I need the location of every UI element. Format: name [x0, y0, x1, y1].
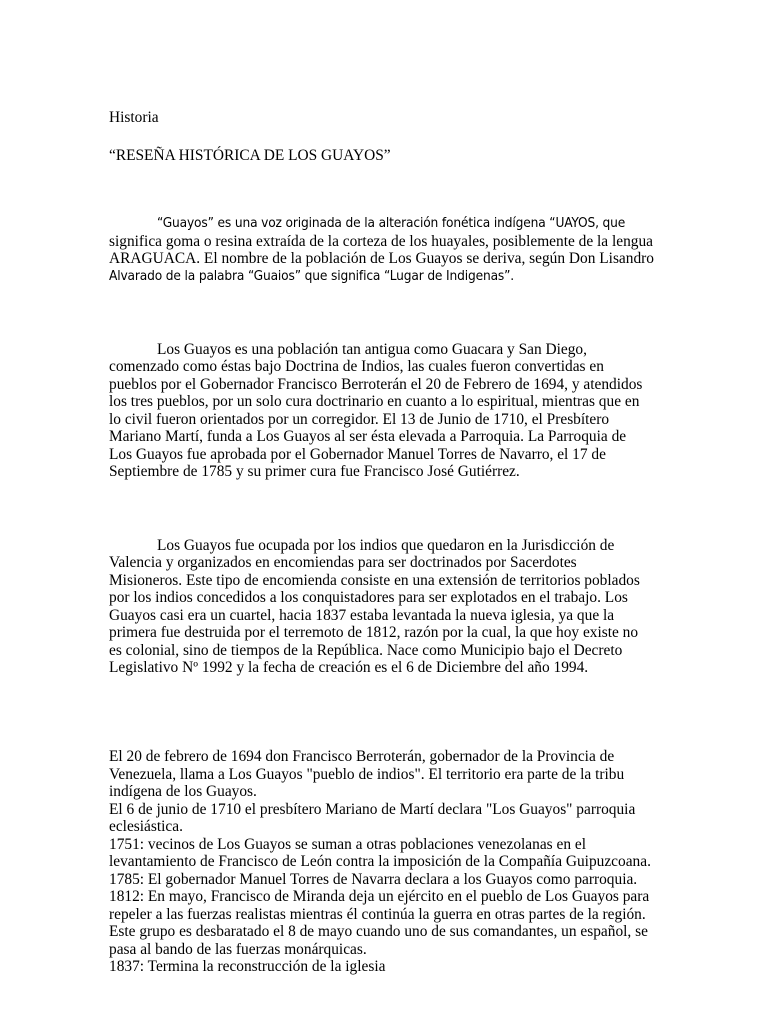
- chronology-line-7: levantamiento de Francisco de León contra la imposición de la Compañía Guipuzcoana.: [109, 853, 651, 870]
- chronology-line-2: Venezuela, llama a Los Guayos "pueblo de indios". El territorio era parte de la tribu: [109, 766, 625, 783]
- paragraph-3-line-2: Valencia y organizados en encomiendas para ser doctrinados por Sacerdotes: [109, 554, 577, 571]
- paragraph-1-line-3: ARAGUACA. El nombre de la población de Los Guayos se deriva, según Don Lisandro: [109, 250, 654, 267]
- chronology-line-6: 1751: vecinos de Los Guayos se suman a otras poblaciones venezolanas en el: [109, 836, 586, 853]
- chronology-line-10: repeler a las fuerzas realistas mientras él continúa la guerra en otras partes de la región.: [109, 906, 646, 923]
- paragraph-3-line-6: primera fue destruida por el terremoto de 1812, razón por la cual, la que hoy existe no: [109, 624, 639, 641]
- chronology-line-11: Este grupo es desbaratado el 8 de mayo cuando uno de sus comandantes, un español, se: [109, 923, 648, 940]
- paragraph-1-line-1: “Guayos” es una voz originada de la alteración fonética indígena “UAYOS, que: [157, 215, 626, 231]
- paragraph-2-line-5: lo civil fueron orientados por un corregidor. El 13 de Junio de 1710, el Presbítero: [109, 411, 610, 428]
- paragraph-3-line-5: Guayos casi era un cuartel, hacia 1837 estaba levantada la nueva iglesia, ya que la: [109, 607, 615, 624]
- paragraph-2-line-7: Los Guayos fue aprobada por el Gobernador Manuel Torres de Navarro, el 17 de: [109, 446, 606, 463]
- paragraph-2-line-3: pueblos por el Gobernador Francisco Berroterán el 20 de Febrero de 1694, y atendidos: [109, 376, 643, 393]
- paragraph-2-line-6: Mariano Martí, funda a Los Guayos al ser ésta elevada a Parroquia. La Parroquia de: [109, 428, 627, 445]
- chronology-line-8: 1785: El gobernador Manuel Torres de Navarra declara a los Guayos como parroquia.: [109, 871, 638, 888]
- paragraph-2-line-2: comenzado como éstas bajo Doctrina de Indios, las cuales fueron convertidas en: [109, 358, 604, 375]
- chronology-line-12: pasa al bando de las fuerzas monárquicas.: [109, 941, 367, 958]
- paragraph-3-line-4: por los indios concedidos a los conquistadores para ser explotados en el trabajo. Los: [109, 589, 628, 606]
- paragraph-3-line-7: es colonial, sino de tiempos de la República. Nace como Municipio bajo el Decreto: [109, 642, 623, 659]
- chronology-line-3: indígena de los Guayos.: [109, 783, 257, 800]
- paragraph-3-line-8: Legislativo Nº 1992 y la fecha de creación es el 6 de Diciembre del año 1994.: [109, 659, 589, 676]
- paragraph-3-line-1: Los Guayos fue ocupada por los indios que quedaron en la Jurisdicción de: [157, 537, 615, 554]
- heading: Historia: [109, 109, 159, 126]
- chronology-line-9: 1812: En mayo, Francisco de Miranda deja un ejército en el pueblo de Los Guayos para: [109, 888, 650, 905]
- paragraph-2-line-8: Septiembre de 1785 y su primer cura fue Francisco José Gutiérrez.: [109, 463, 520, 480]
- paragraph-1-line-2: significa goma o resina extraída de la corteza de los huayales, posiblemente de la lengua: [109, 233, 654, 250]
- paragraph-2-line-1: Los Guayos es una población tan antigua como Guacara y San Diego,: [157, 341, 587, 358]
- paragraph-1-line-4: Alvarado de la palabra “Guaios” que significa “Lugar de Indigenas”.: [109, 268, 515, 284]
- chronology-line-5: eclesiástica.: [109, 818, 183, 835]
- document-title: “RESEÑA HISTÓRICA DE LOS GUAYOS”: [109, 147, 391, 164]
- chronology-line-1: El 20 de febrero de 1694 don Francisco Berroterán, gobernador de la Provincia de: [109, 748, 615, 765]
- paragraph-2-line-4: los tres pueblos, por un solo cura doctrinario en cuanto a lo espiritual, mientras que en: [109, 393, 640, 410]
- paragraph-3-line-3: Misioneros. Este tipo de encomienda consiste en una extensión de territorios poblados: [109, 572, 640, 589]
- chronology-line-4: El 6 de junio de 1710 el presbítero Mariano de Martí declara "Los Guayos" parroquia: [109, 801, 636, 818]
- chronology-line-13: 1837: Termina la reconstrucción de la iglesia: [109, 958, 386, 975]
